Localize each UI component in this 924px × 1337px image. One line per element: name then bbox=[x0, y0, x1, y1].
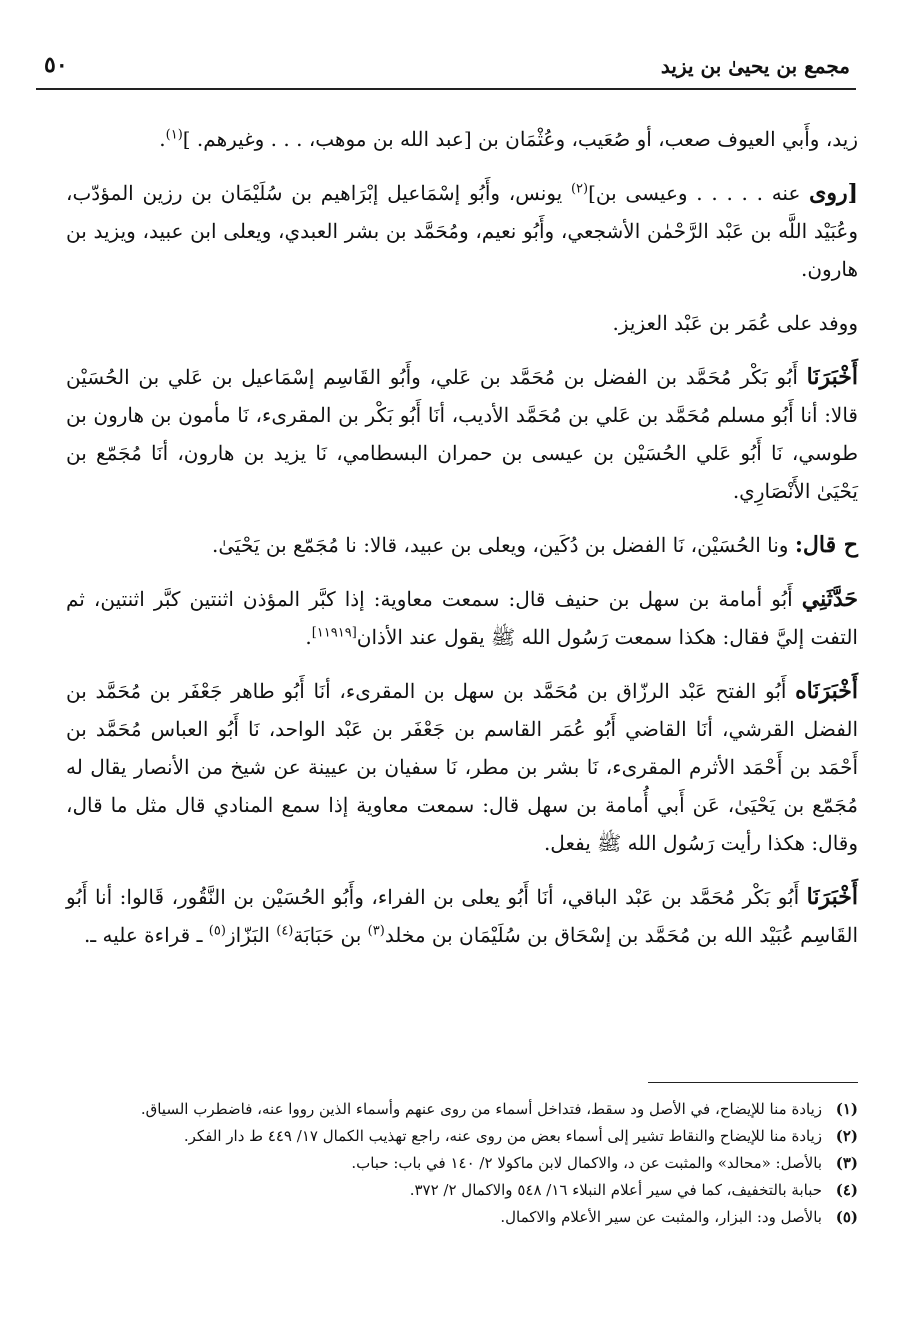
paragraph-text: ووفد على عُمَر بن عَبْد العزيز. bbox=[612, 311, 858, 335]
footnote-text: زيادة منا للإيضاح، في الأصل ود سقط، فتداخل أسماء من روى عنهم وأسماء الذين رووا عنه، فاضطرب السياق. bbox=[140, 1100, 822, 1118]
paragraph-8 bbox=[66, 878, 858, 954]
paragraph-lead: أَخْبَرَنَا bbox=[806, 364, 858, 390]
paragraph-6 bbox=[66, 580, 858, 656]
paragraph-lead: ح قال: bbox=[794, 532, 858, 558]
footnote-ref: (٢) bbox=[570, 181, 589, 197]
paragraph-end: . bbox=[159, 127, 166, 151]
paragraph-1 bbox=[66, 120, 858, 158]
footnote-ref: (٤) bbox=[276, 923, 294, 939]
paragraph-4 bbox=[66, 358, 858, 510]
footnote-number: (٥) bbox=[835, 1208, 858, 1226]
footnotes bbox=[58, 1096, 858, 1231]
footnote-number: (١) bbox=[835, 1100, 858, 1118]
paragraph-7 bbox=[66, 672, 858, 862]
footnote-1 bbox=[58, 1096, 858, 1123]
paragraph-text-2: البَزّاز bbox=[225, 923, 277, 947]
paragraph-end: . bbox=[305, 625, 312, 649]
paragraph-lead: أَخْبَرَنَاه bbox=[795, 678, 858, 704]
paragraph-text: زيد، وأَبي العيوف صعب، أو صُعَيب، وعُثْمَان بن [عبد الله بن موهب، . . . وغيرهم. ] bbox=[182, 127, 858, 151]
footnote-ref: (٣) bbox=[367, 923, 385, 939]
footnote-number: (٣) bbox=[835, 1154, 858, 1172]
paragraph-pre: عنه . . . . . وعيسى بن] bbox=[588, 181, 801, 205]
footnote-ref: (١) bbox=[165, 127, 183, 143]
footnote-number: (٢) bbox=[835, 1127, 858, 1145]
paragraph-2 bbox=[66, 174, 858, 288]
paragraph-text: ونا الحُسَيْن، نَا الفضل بن دُكَين، ويعلى بن عبيد، قالا: نا مُجَمّع بن يَحْيَىٰ. bbox=[211, 533, 795, 557]
paragraph-lead: أَخْبَرَنَا bbox=[806, 884, 858, 910]
paragraph-lead: حَدَّثَنِي bbox=[801, 586, 858, 612]
paragraph-pre: أَبُو بَكْر مُحَمَّد بن عَبْد الباقي، أنَا أَبُو يعلى بن الفراء، وأَبُو الحُسَيْن بن النَّقُور، قَالوا: أنا أَبُو القَاسِم عُبَيْد الله بن مُحَمَّد بن إسْحَاق بن سُلَيْمَان بن مخلد bbox=[66, 885, 858, 947]
paragraph-text: أَبُو الفتح عَبْد الرزّاق بن مُحَمَّد بن سهل بن المقرىء، أنَا أَبُو طاهر جَعْفَر بن مُحَمَّد بن الفضل القرشي، أنَا القاضي أَبُو عُمَر القاسم بن جَعْفَر بن عَبْد الواحد، نَا أَبُو العباس مُحَمَّد بن أَحْمَد بن أَحْمَد الأثرم المقرىء، نَا بشر بن مطر، نَا سفيان بن عيينة عن شيخ من الأنصار يقال له مُجَمّع بن يَحْيَىٰ، عَن أَبي أُمامة بن سهل قال: سمعت معاوية إذا سمع المنادي قال مثل ما قال، وقال: هكذا رأيت رَسُول الله ﷺ يفعل. bbox=[66, 679, 858, 855]
footnote-text: بالأصل ود: البزار، والمثبت عن سير الأعلام والاكمال. bbox=[500, 1208, 822, 1226]
footnote-5 bbox=[58, 1204, 858, 1231]
paragraph-text: أَبُو أمامة بن سهل بن حنيف قال: سمعت معاوية: إذا كبَّر المؤذن اثنتين كبَّر اثنتين، ثم التفت إليَّ فقال: هكذا سمعت رَسُول الله ﷺ يقول عند الأذان bbox=[66, 587, 858, 649]
footnote-4 bbox=[58, 1177, 858, 1204]
footnote-3 bbox=[58, 1150, 858, 1177]
footnote-rule bbox=[648, 1082, 858, 1083]
footnote-text: بالأصل: «محالد» والمثبت عن د، والاكمال لابن ماكولا ٢/ ١٤٠ في باب: حباب. bbox=[351, 1154, 822, 1172]
page-number: ٥٠ bbox=[44, 52, 68, 78]
paragraph-text: يونس، وأَبُو إسْمَاعيل إبْرَاهيم بن سُلَيْمَان بن رزين المؤدّب، وعُبَيْد اللَّه بن عَبْد الرَّحْمٰن الأشجعي، وأَبُو نعيم، ومُحَمَّد بن بشر العبدي، ويعلى ابن عبيد، ويزيد بن هارون. bbox=[66, 181, 858, 281]
footnote-ref: (٥) bbox=[208, 923, 226, 939]
header-rule bbox=[36, 88, 856, 90]
running-title: مجمع بن يحيىٰ بن يزيد bbox=[660, 54, 850, 78]
paragraph-text: أَبُو بَكْر مُحَمَّد بن الفضل بن مُحَمَّد بن عَلي، وأَبُو القَاسِم إسْمَاعيل بن عَلي بن الحُسَيْن قالا: أنا أَبُو مسلم مُحَمَّد بن عَلي بن مُحَمَّد الأديب، أنَا أَبُو بَكْر بن المقرىء، نَا مأمون بن هارون بن طوسي، نَا أَبُو عَلي الحُسَيْن بن عيسى بن حمران البسطامي، نَا يزيد بن هارون، أنَا مُجَمّع بن يَحْيَىٰ الأَنْصَارِي. bbox=[66, 365, 858, 503]
footnote-text: حبابة بالتخفيف، كما في سير أعلام النبلاء ١٦/ ٥٤٨ والاكمال ٢/ ٣٧٢. bbox=[409, 1181, 822, 1199]
main-text bbox=[66, 120, 858, 970]
page-header bbox=[36, 50, 856, 90]
hadith-number: [١١٩١٩] bbox=[311, 625, 357, 641]
footnote-number: (٤) bbox=[835, 1181, 858, 1199]
paragraph-lead: [روى bbox=[809, 180, 859, 206]
footnote-2 bbox=[58, 1123, 858, 1150]
paragraph-end: ـ قراءة عليه ـ. bbox=[83, 923, 209, 947]
paragraph-5 bbox=[66, 526, 858, 564]
footnote-text: زيادة منا للإيضاح والنقاط تشير إلى أسماء بعض من روى عنه، راجع تهذيب الكمال ١٧/ ٤٤٩ ط دار الفكر. bbox=[183, 1127, 822, 1145]
paragraph-text: بن حَبَابَة bbox=[293, 923, 368, 947]
paragraph-3 bbox=[66, 304, 858, 342]
